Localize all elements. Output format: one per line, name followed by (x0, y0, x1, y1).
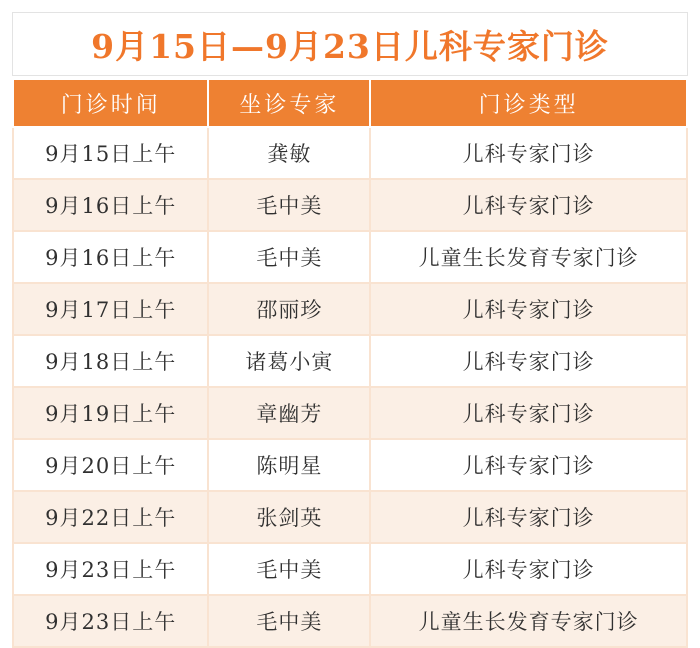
cell-expert: 陈明星 (208, 439, 370, 491)
header-row (13, 79, 687, 127)
cell-time: 9月23日上午 (13, 543, 208, 595)
page-title: 9月15日—9月23日儿科专家门诊 (91, 26, 609, 66)
cell-expert: 邵丽珍 (208, 283, 370, 335)
schedule-table (12, 78, 688, 648)
cell-time: 9月22日上午 (13, 491, 208, 543)
table-row (13, 387, 687, 439)
cell-time: 9月18日上午 (13, 335, 208, 387)
cell-type: 儿科专家门诊 (370, 127, 687, 179)
table-row (13, 595, 687, 647)
cell-type: 儿科专家门诊 (370, 283, 687, 335)
table-row (13, 491, 687, 543)
table-row (13, 179, 687, 231)
cell-expert: 章幽芳 (208, 387, 370, 439)
cell-expert: 毛中美 (208, 231, 370, 283)
cell-type: 儿科专家门诊 (370, 543, 687, 595)
cell-time: 9月17日上午 (13, 283, 208, 335)
cell-expert: 毛中美 (208, 543, 370, 595)
cell-expert: 毛中美 (208, 595, 370, 647)
cell-expert: 张剑英 (208, 491, 370, 543)
cell-expert: 毛中美 (208, 179, 370, 231)
cell-type: 儿科专家门诊 (370, 387, 687, 439)
cell-time: 9月16日上午 (13, 231, 208, 283)
cell-expert: 龚敏 (208, 127, 370, 179)
header-cell-time: 门诊时间 (13, 79, 208, 127)
cell-type: 儿童生长发育专家门诊 (370, 595, 687, 647)
cell-expert: 诸葛小寅 (208, 335, 370, 387)
cell-time: 9月16日上午 (13, 179, 208, 231)
table-row (13, 283, 687, 335)
table-row (13, 231, 687, 283)
cell-time: 9月23日上午 (13, 595, 208, 647)
cell-time: 9月15日上午 (13, 127, 208, 179)
cell-type: 儿科专家门诊 (370, 491, 687, 543)
cell-time: 9月19日上午 (13, 387, 208, 439)
cell-time: 9月20日上午 (13, 439, 208, 491)
table-row (13, 335, 687, 387)
header-cell-type: 门诊类型 (370, 79, 687, 127)
table-row (13, 543, 687, 595)
cell-type: 儿科专家门诊 (370, 179, 687, 231)
page-title-box (12, 12, 688, 76)
content-wrap (12, 12, 688, 648)
cell-type: 儿童生长发育专家门诊 (370, 231, 687, 283)
header-cell-expert: 坐诊专家 (208, 79, 370, 127)
table-row (13, 127, 687, 179)
cell-type: 儿科专家门诊 (370, 335, 687, 387)
table-row (13, 439, 687, 491)
cell-type: 儿科专家门诊 (370, 439, 687, 491)
